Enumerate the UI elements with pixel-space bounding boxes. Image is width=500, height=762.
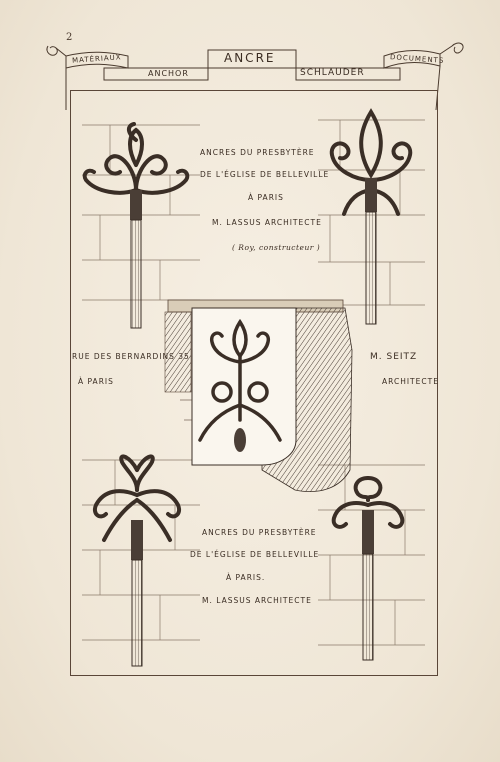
anchor-top-right-collar bbox=[365, 178, 377, 212]
caption-top-line4: M. LASSUS ARCHITECTE bbox=[212, 218, 322, 227]
anchor-bottom-left-bar bbox=[132, 560, 142, 666]
caption-middle-right-line2: ARCHITECTE bbox=[382, 377, 439, 386]
anchor-top-left-bar bbox=[131, 220, 141, 328]
banner-label-anchor: ANCHOR bbox=[148, 69, 189, 78]
anchor-center-pendant bbox=[234, 428, 246, 452]
anchor-bottom-right-bar bbox=[363, 554, 373, 660]
caption-bottom-line3: À PARIS. bbox=[226, 573, 266, 582]
caption-middle-left-line1: RUE DES BERNARDINS 35 bbox=[72, 352, 190, 361]
center-wall-illustration bbox=[165, 300, 352, 492]
caption-middle-left-line2: À PARIS bbox=[78, 377, 114, 386]
anchor-top-right-bar bbox=[366, 212, 376, 324]
caption-top-line2: DE L'ÉGLISE DE BELLEVILLE bbox=[200, 170, 330, 179]
banner-label-materials: MATÉRIAUX bbox=[71, 53, 122, 65]
banner-label-documents: DOCUMENTS bbox=[389, 53, 445, 65]
caption-bottom-line1: ANCRES DU PRESBYTÈRE bbox=[202, 528, 317, 537]
anchor-bottom-left-collar bbox=[131, 520, 143, 560]
banner-label-schlauder: SCHLAUDER bbox=[300, 68, 365, 78]
caption-bottom-line4: M. LASSUS ARCHITECTE bbox=[202, 596, 312, 605]
page-number: 2 bbox=[66, 32, 73, 43]
caption-bottom-line2: DE L'ÉGLISE DE BELLEVILLE bbox=[190, 550, 320, 559]
anchor-top-left bbox=[85, 124, 188, 193]
banner-title: ANCRE bbox=[224, 51, 276, 65]
caption-middle-right-line1: M. SEITZ bbox=[370, 352, 418, 362]
caption-top-line5: ( Roy, constructeur ) bbox=[232, 243, 321, 252]
caption-top-line3: À PARIS bbox=[248, 193, 284, 202]
caption-top-line1: ANCRES DU PRESBYTÈRE bbox=[200, 148, 315, 157]
anchor-bottom-right-collar bbox=[362, 510, 374, 554]
anchor-top-left-collar bbox=[130, 190, 142, 220]
